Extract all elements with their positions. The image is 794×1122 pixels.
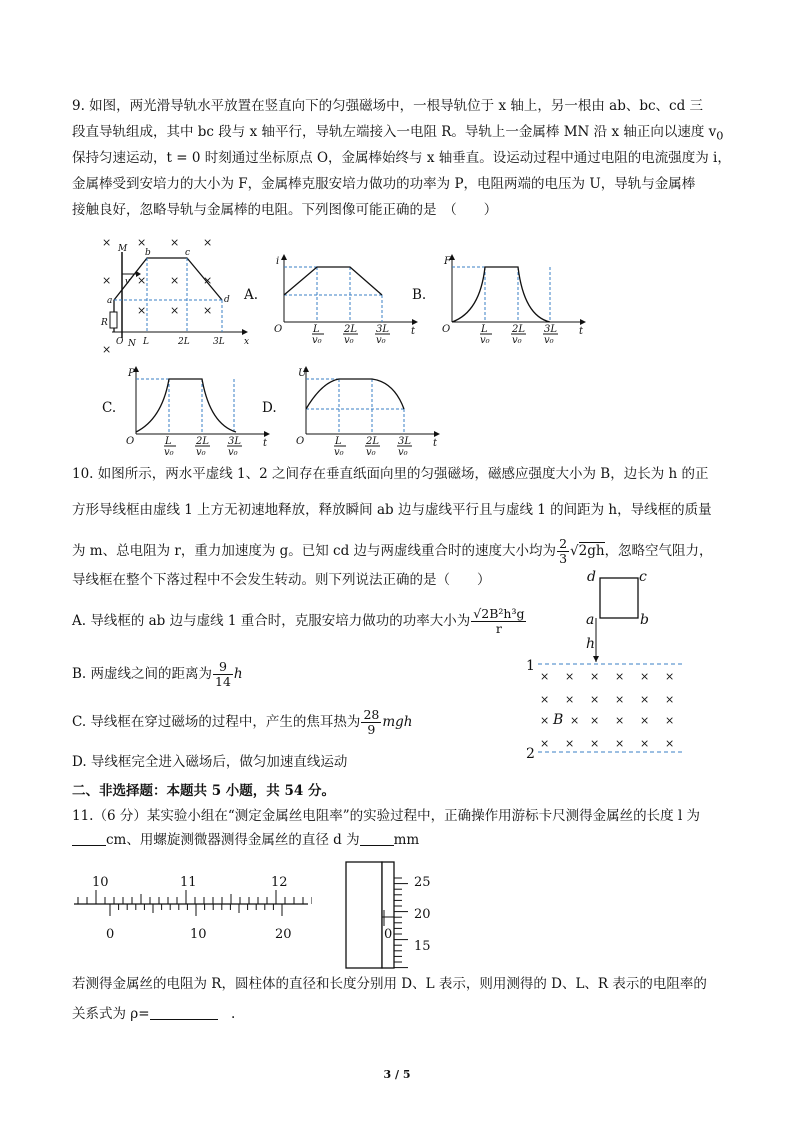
q10-line-3-tail: ，忽略空气阻力， xyxy=(604,543,713,559)
tick-L: L xyxy=(481,324,488,335)
tick-v0: v₀ xyxy=(480,335,490,344)
cross-mark: × xyxy=(170,304,180,317)
svg-text:×: × xyxy=(565,693,575,706)
svg-text:×: × xyxy=(590,737,600,750)
q9-rail-diagram xyxy=(92,232,252,354)
label-L: L xyxy=(143,337,149,347)
q9-graph-c xyxy=(124,364,272,456)
origin-O: O xyxy=(274,324,283,335)
label-v0: v xyxy=(125,277,131,287)
q9-option-a-label: A. xyxy=(244,287,259,303)
label-a: a xyxy=(107,296,113,306)
vernier-caliper xyxy=(72,868,312,946)
cross-mark: × xyxy=(102,236,112,249)
tick-v0: v₀ xyxy=(512,335,522,344)
thimble-25: 25 xyxy=(414,875,431,890)
svg-text:×: × xyxy=(640,714,650,727)
svg-text:×: × xyxy=(615,693,625,706)
line-2-label: 2 xyxy=(526,746,535,762)
q9-graph-b xyxy=(440,252,588,344)
svg-text:×: × xyxy=(665,737,675,750)
q11-line-1: 11.（6 分）某实验小组在“测定金属丝电阻率”的实验过程中，正确操作用游标卡尺测得金属丝的长度 l 为 xyxy=(72,808,701,824)
tick-v0: v₀ xyxy=(398,447,408,456)
diameter-answer-blank[interactable] xyxy=(360,845,394,846)
q10-option-c-fraction: $\frac{28}{9}$ xyxy=(363,707,380,737)
q9-line-3: 保持匀速运动，t = 0 时刻通过坐标原点 O，金属棒始终与 x 轴垂直。设运动过程中通过电阻的电流强度为 i， xyxy=(72,150,731,166)
q10-option-b xyxy=(72,656,243,692)
tick-v0: v₀ xyxy=(344,335,354,344)
tick-L: L xyxy=(313,324,320,335)
label-b: b xyxy=(145,248,151,258)
tick-v0: v₀ xyxy=(544,335,554,344)
svg-text:×: × xyxy=(590,693,600,706)
label-c: c xyxy=(185,248,191,258)
tick-3L: 3L xyxy=(228,436,242,447)
svg-text:×: × xyxy=(665,670,675,683)
main-scale-11: 11 xyxy=(180,875,197,890)
label-d: d xyxy=(587,569,596,585)
thimble-20: 20 xyxy=(414,907,431,922)
cross-mark: × xyxy=(170,236,180,249)
q11-line-2-text: cm、用螺旋测微器测得金属丝的直径 d 为 xyxy=(106,832,360,848)
line-1-label: 1 xyxy=(526,658,535,674)
tick-L: L xyxy=(335,436,342,447)
resistivity-answer-blank[interactable] xyxy=(150,1019,218,1020)
q10-option-c xyxy=(72,704,412,740)
svg-text:×: × xyxy=(640,737,650,750)
cross-mark: × xyxy=(137,274,147,287)
origin-O: O xyxy=(126,436,135,447)
q10-frame-diagram xyxy=(520,566,690,766)
label-c: c xyxy=(639,569,647,585)
q9-line-4: 金属棒受到安培力的大小为 F，金属棒克服安培力做功的功率为 P，电阻两端的电压为 U，导轨与金属棒 xyxy=(72,176,696,192)
label-b: b xyxy=(640,612,649,628)
q10-option-a-text: A. 导线框的 ab 边与虚线 1 重合时，克服安培力做功的功率大小为 xyxy=(72,613,471,629)
label-3L: 3L xyxy=(213,337,225,347)
q9-option-c-label: C. xyxy=(102,400,117,416)
svg-text:×: × xyxy=(540,714,550,727)
cross-mark: × xyxy=(102,343,112,354)
axis-t: t xyxy=(411,326,416,337)
svg-text:×: × xyxy=(615,714,625,727)
q9-line-5: 接触良好，忽略导轨与金属棒的电阻。下列图像可能正确的是 （ ） xyxy=(72,202,498,218)
q11-line-2 xyxy=(72,830,419,850)
svg-text:×: × xyxy=(665,714,675,727)
origin-O: O xyxy=(296,436,305,447)
q10-option-c-text: C. 导线框在穿过磁场的过程中，产生的焦耳热为 xyxy=(72,714,361,730)
tick-v0: v₀ xyxy=(334,447,344,456)
tick-2L: 2L xyxy=(344,324,358,335)
q11-line-4-text: 关系式为 ρ= xyxy=(72,1006,150,1022)
tick-v0: v₀ xyxy=(312,335,322,344)
tick-v0: v₀ xyxy=(164,447,174,456)
main-scale-12: 12 xyxy=(271,875,288,890)
cross-mark: × xyxy=(102,274,112,287)
q10-line-4: 导线框在整个下落过程中不会发生转动。则下列说法正确的是（ ） xyxy=(72,572,491,588)
cross-mark: × xyxy=(203,274,213,287)
svg-text:×: × xyxy=(640,670,650,683)
q10-option-c-mgh: mgh xyxy=(382,714,413,730)
svg-text:×: × xyxy=(540,670,550,683)
svg-text:×: × xyxy=(665,693,675,706)
q9-line-2-text: 段直导轨组成，其中 bc 段与 x 轴平行，导轨左端接入一电阻 R。导轨上一金属棒 MN 沿 x 轴正向以速度 v xyxy=(72,124,717,140)
q10-option-b-text: B. 两虚线之间的距离为 xyxy=(72,666,213,682)
cross-mark: × xyxy=(137,236,147,249)
q10-option-d: D. 导线框完全进入磁场后，做匀加速直线运动 xyxy=(72,754,348,770)
q10-line-3-text: 为 m、总电阻为 r，重力加速度为 g。已知 cd 边与两虚线重合时的速度大小均为 xyxy=(72,543,557,559)
q10-option-a-fraction: $\frac{\text{√2B²h³g}}{r}$ xyxy=(473,606,525,636)
tick-v0: v₀ xyxy=(376,335,386,344)
label-B: B xyxy=(553,712,564,728)
page-number: 3 / 5 xyxy=(383,1068,411,1081)
tick-2L: 2L xyxy=(512,324,526,335)
svg-text:×: × xyxy=(570,714,580,727)
tick-v0: v₀ xyxy=(196,447,206,456)
q10-option-b-h: h xyxy=(233,666,243,682)
q11-line-3: 若测得金属丝的电阻为 R，圆柱体的直径和长度分别用 D、L 表示，则用测得的 D、L、R 表示的电阻率的 xyxy=(72,976,707,992)
tick-2L: 2L xyxy=(366,436,380,447)
vernier-scale-10: 10 xyxy=(190,927,207,942)
label-d: d xyxy=(224,295,230,305)
label-R: R xyxy=(101,318,108,328)
q9-line-2 xyxy=(72,122,723,147)
axis-P: P xyxy=(128,368,135,379)
label-M: M xyxy=(118,244,128,254)
tick-L: L xyxy=(165,436,172,447)
q10-root: √2gh xyxy=(570,543,605,559)
svg-text:×: × xyxy=(540,693,550,706)
q9-graph-d xyxy=(294,364,442,456)
q11-line-2-unit: mm xyxy=(393,832,420,848)
origin-O: O xyxy=(442,324,451,335)
label-x: x xyxy=(244,337,250,347)
axis-F: F xyxy=(444,256,451,267)
svg-text:×: × xyxy=(590,714,600,727)
svg-text:×: × xyxy=(615,737,625,750)
svg-text:×: × xyxy=(565,737,575,750)
q10-line-2: 方形导线框由虚线 1 上方无初速地释放，释放瞬间 ab 边与虚线平行且与虚线 1 的间距为 h，导线框的质量 xyxy=(72,502,712,518)
cross-mark: × xyxy=(203,304,213,317)
label-2L: 2L xyxy=(178,337,190,347)
q9-line-1: 9. 如图，两光滑导轨水平放置在竖直向下的匀强磁场中，一根导轨位于 x 轴上，另一根由 ab、bc、cd 三 xyxy=(72,98,704,114)
tick-3L: 3L xyxy=(544,324,558,335)
tick-3L: 3L xyxy=(398,436,412,447)
q10-line-3 xyxy=(72,534,713,568)
tick-3L: 3L xyxy=(376,324,390,335)
tick-v0: v₀ xyxy=(366,447,376,456)
tick-v0: v₀ xyxy=(228,447,238,456)
cross-mark: × xyxy=(203,236,213,249)
sleeve-zero: 0 xyxy=(384,927,393,942)
cross-mark: × xyxy=(170,274,180,287)
label-N: N xyxy=(128,339,136,349)
axis-t: t xyxy=(433,438,438,449)
tick-2L: 2L xyxy=(196,436,210,447)
axis-t: t xyxy=(579,326,584,337)
svg-text:×: × xyxy=(565,670,575,683)
q10-line-1: 10. 如图所示，两水平虚线 1、2 之间存在垂直纸面向里的匀强磁场，磁感应强度大小为 B，边长为 h 的正 xyxy=(72,466,709,482)
svg-text:×: × xyxy=(540,737,550,750)
q9-graph-a xyxy=(272,252,420,344)
section-2-heading: 二、非选择题：本题共 5 小题，共 54 分。 xyxy=(72,783,335,799)
screw-micrometer xyxy=(344,856,444,972)
axis-t: t xyxy=(263,438,268,449)
q11-line-4-end: . xyxy=(231,1006,236,1022)
length-answer-blank[interactable] xyxy=(72,845,106,846)
svg-text:×: × xyxy=(615,670,625,683)
main-scale-10: 10 xyxy=(92,875,109,890)
vernier-scale-0: 0 xyxy=(106,927,115,942)
q9-v0-subscript: 0 xyxy=(716,129,724,143)
q9-option-b-label: B. xyxy=(412,287,427,303)
label-h: h xyxy=(586,636,596,652)
axis-U: U xyxy=(298,368,307,379)
axis-i: i xyxy=(276,256,280,267)
label-O: O xyxy=(116,337,124,347)
svg-text:×: × xyxy=(590,670,600,683)
q10-option-a xyxy=(72,603,527,639)
cross-mark: × xyxy=(137,304,147,317)
q10-fraction-two-thirds: $\frac{2}{3}$ xyxy=(559,536,568,566)
q11-line-4 xyxy=(72,1004,235,1024)
label-a: a xyxy=(586,612,595,628)
q10-option-b-fraction: $\frac{9}{14}$ xyxy=(215,659,231,689)
thimble-15: 15 xyxy=(414,939,431,954)
vernier-scale-20: 20 xyxy=(275,927,292,942)
svg-text:×: × xyxy=(640,693,650,706)
q9-option-d-label: D. xyxy=(262,400,277,416)
